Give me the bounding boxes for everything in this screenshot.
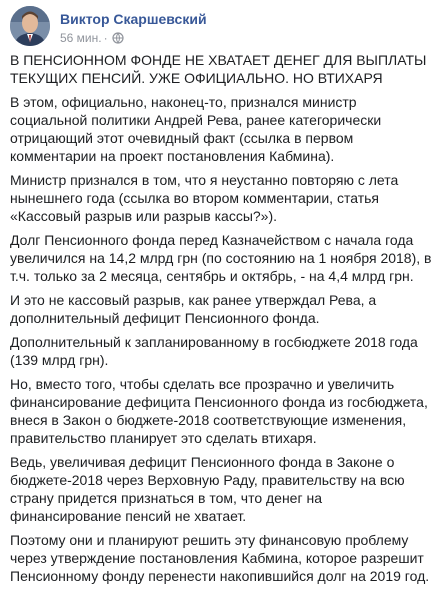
post-paragraph-5: Дополнительный к запланированному в госбюджете 2018 года (139 млрд грн).: [10, 334, 418, 368]
post-meta: [60, 31, 124, 47]
post-time[interactable]: 56 мин.: [60, 31, 102, 45]
separator-dot: ·: [103, 31, 108, 45]
avatar[interactable]: [10, 6, 50, 46]
author-name[interactable]: Виктор Скаршевский: [60, 11, 207, 27]
post-paragraph-3: Долг Пенсионного фонда перед Казначейством с начала года увеличился на 14,2 млрд грн (по состоянию на 1 ноября 2018), в т.ч. только за 2 месяца, сентябрь и октябрь, - на 4,4 млрд грн.: [10, 232, 432, 284]
post-paragraph-1: В этом, официально, наконец-то, признался министр социальной политики Андрей Рева, ранее категорически отрицающий этот очевидный факт (ссылка в первом комментарии на проект постановления Кабмина).: [10, 94, 382, 164]
post-paragraph-2: Министр признался в том, что я неустанно повторяю с лета нынешнего года (ссылка во втором комментарии, статья «Кассовый разрыв или разрыв кассы?»).: [10, 172, 399, 224]
avatar-photo: [10, 6, 50, 46]
post-paragraph-8: Поэтому они и планируют решить эту финансовую проблему через утверждение постановления Кабмина, которое разрешит Пенсионному фонду перенести накопившийся долг на 2019 год.: [10, 532, 430, 584]
post-paragraph-7: Ведь, увеличивая дефицит Пенсионного фонда в Законе о бюджете-2018 через Верховную Раду, правительству на всю страну придется признаться в том, что денег на финансирование пенсий не хватает.: [10, 454, 405, 524]
post-paragraph-6: Но, вместо того, чтобы сделать все прозрачно и увеличить финансирование дефицита Пенсионного фонда из госбюджета, внеся в Закон о бюджете-2018 соответствующие изменения, правительство планирует это сделать втихаря.: [10, 376, 428, 446]
post-text: [10, 51, 436, 591]
globe-icon[interactable]: [112, 32, 124, 47]
post-header: [10, 6, 430, 46]
post-paragraph-4: И это не кассовый разрыв, как ранее утверждал Рева, а дополнительный дефицит Пенсионного фонда.: [10, 292, 377, 326]
post-title: В ПЕНСИОННОМ ФОНДЕ НЕ ХВАТАЕТ ДЕНЕГ ДЛЯ ВЫПЛАТЫ ТЕКУЩИХ ПЕНСИЙ. УЖЕ ОФИЦИАЛЬНО. НО ВТИХАРЯ: [10, 52, 427, 86]
